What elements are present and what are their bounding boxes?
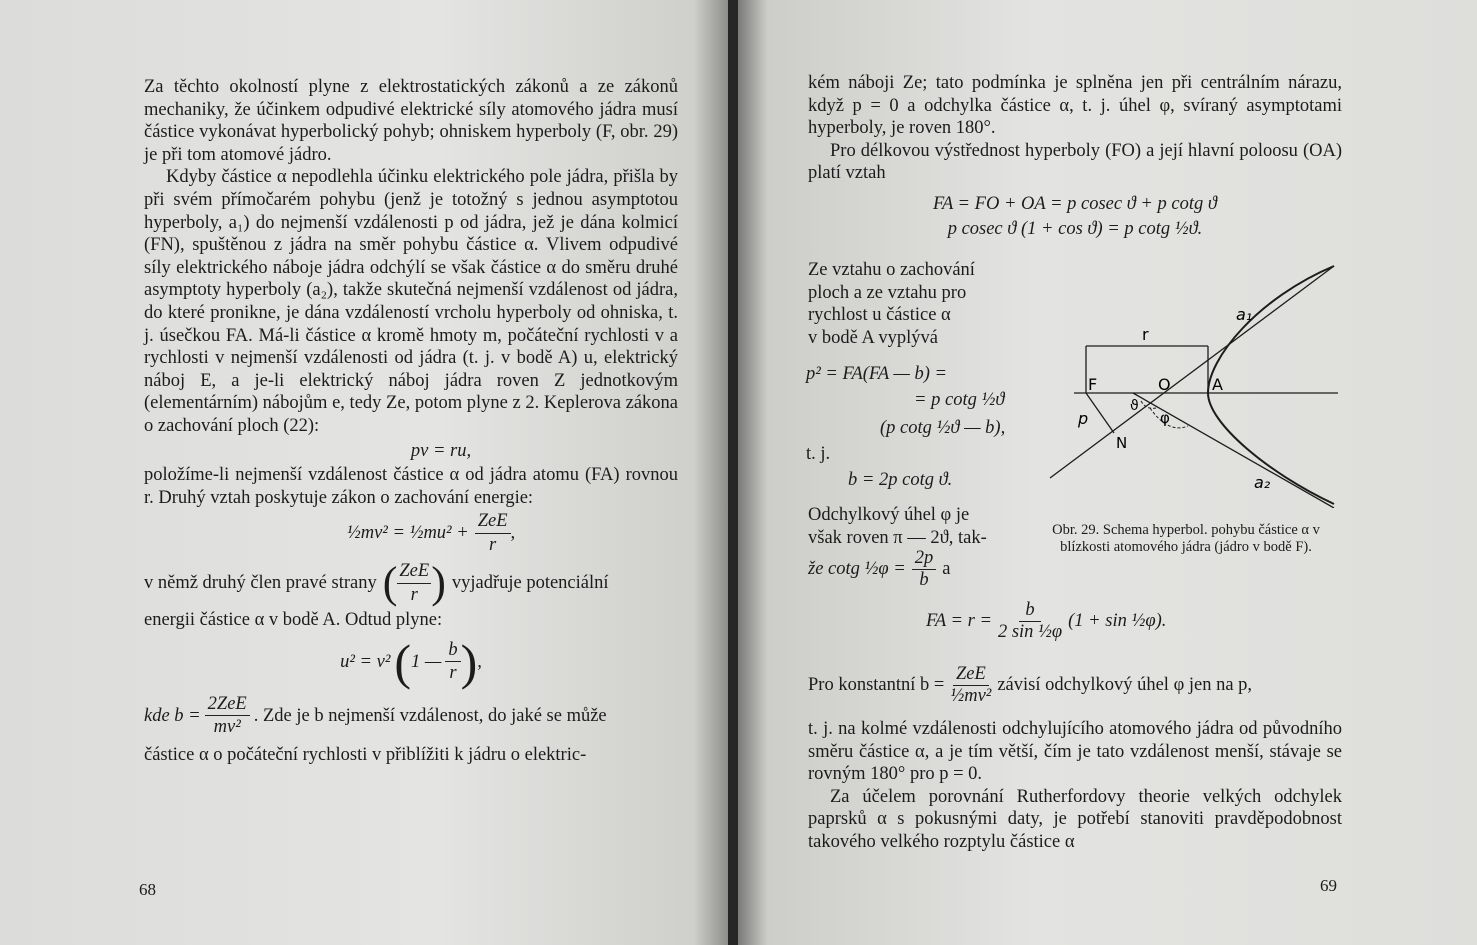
label-a2: a₂ (1254, 473, 1271, 492)
right-page (738, 0, 1477, 945)
side-line: v bodě A vyplývá (808, 327, 939, 348)
paragraph: Za účelem porovnání Rutherfordovy theorie velkých odchylek paprsků α s pokusnými daty, je potřebí stanoviti pravděpodobnost takového velkého rozptylu částice α (808, 786, 1342, 852)
equation-tail: (1 + sin ½φ). (1068, 611, 1167, 631)
paragraph: kém náboji Ze; tato podmínka je splněna jen při centrálním nárazu, když p = 0 a odchylka částice α, t. j. úhel φ, svíraný asymptotami hyperboly, je roven 180°. (808, 73, 1342, 139)
paragraph: Pro délkovou výstřednost hyperboly (FO) a její hlavní poloosu (OA) platí vztah (808, 140, 1342, 184)
left-page-body (144, 76, 678, 766)
asymptote-a1 (1050, 266, 1334, 478)
paragraph-potencial (144, 557, 678, 609)
konst-line (808, 664, 1342, 707)
equation-fa2: p cosec ϑ (1 + cos ϑ) = p cotg ½ϑ. (947, 218, 1203, 239)
fraction-numerator: ZeE (397, 560, 431, 584)
figure-caption: Obr. 29. Schema hyperbol. pohybu částice α v blízkosti atomového jádra (jádro v bodě F). (1052, 522, 1320, 555)
fraction-denominator: r (449, 663, 457, 684)
paragraph: t. j. na kolmé vzdálenosti odchylujícího atomového jádra od původního směru částice α, a je tím větší, čím je tato vzdálenost menší, stávaje se rovným 180° pro p = 0. (808, 719, 1342, 785)
fraction-numerator: b (1019, 600, 1040, 622)
text-run: kde b = (144, 705, 201, 726)
equation-cotg (808, 548, 950, 591)
equation-inner: 1 — (411, 651, 442, 672)
text-run: v němž druhý člen pravé strany (144, 572, 377, 593)
fraction-denominator: ½mv² (950, 686, 992, 706)
text-run: závisí odchylkový úhel φ jen na p, (997, 675, 1253, 695)
odch-line1: Odchylkový úhel φ je (808, 505, 970, 525)
label-A: A (1212, 375, 1223, 394)
equation-lhs: u² = v² (340, 651, 391, 672)
fraction-denominator: r (410, 584, 418, 605)
equation-energie: ½mv² = ½mu² + ZeE r , (346, 511, 516, 555)
fraction-numerator: b (445, 639, 460, 663)
side-line: ploch a ze vztahu pro (808, 282, 967, 303)
hyperbola-branch (1208, 266, 1334, 504)
label-r: r (1142, 325, 1149, 344)
text-run: . Zde je b nejmenší vzdálenost, do jaké se může (253, 705, 607, 726)
fraction (998, 600, 1062, 643)
label-O: O (1158, 375, 1171, 394)
fraction-denominator: r (489, 534, 497, 555)
perpendicular-fn (1086, 393, 1114, 433)
label-theta: ϑ (1130, 398, 1139, 414)
fraction (397, 560, 431, 606)
equation-p2-line2: = p cotg ½ϑ (914, 390, 1005, 410)
paragraph: energii částice α v bodě A. Odtud plyne: (144, 610, 443, 631)
equation-p2-line3: (p cotg ½ϑ — b), (880, 418, 1006, 438)
page-number: 68 (139, 880, 156, 899)
fraction (912, 548, 937, 591)
equation-lhs: FA = r = (926, 611, 992, 631)
side-line: Ze vztahu o zachování (808, 260, 975, 280)
fraction-denominator: 2 sin ½φ (997, 622, 1063, 642)
label-p: p (1078, 409, 1089, 428)
fraction-numerator: 2ZeE (205, 693, 250, 717)
paragraph: Kdyby částice α nepodlehla účinku elektrického pole jádra, přišla by při svém přímočarém pohybu (jenž je totožný s jednou asymptotou hyperboly, a₁) do nejmenší vzdálenosti p od jádra, jež je dána kolmicí (FN), spuštěnou z jádra na směr pohybu částice α. Vlivem odpudivé síly elektrického náboje jádra odchýlí se však částice α do směru druhé asymptoty hyperboly (a₂), takže skutečná nejmenší vzdálenost od jádra, do které pronikne, je dána vzdáleností vrcholu hyperboly od ohniska, t. j. úsečkou FA. Má-li částice α kromě hmoty m, počáteční rychlosti v a rychlosti v nejmenší vzdálenosti od jádra (t. j. v bodě A) u, elektrický náboj E, a je-li elektrický náboj jádra roven Z jednotkovým (elementárním) nábojům e, tedy Ze, potom plyne z 2. Keplerova zákona o zachování ploch (22): (144, 167, 678, 436)
paragraph: položíme-li nejmenší vzdálenost částice α od jádra atomu (FA) rovnou r. Druhý vztah poskytuje zákon o zachování energie: (144, 465, 678, 508)
right-page-bottom (808, 718, 1342, 854)
label-a1: a₁ (1236, 305, 1253, 324)
label-phi: φ (1160, 409, 1170, 427)
bracketed-fraction: ( ZeE r ) (382, 558, 446, 608)
equation-lhs: že cotg ½φ = (808, 559, 906, 579)
text-run: Pro konstantní b = (808, 675, 945, 695)
left-page (0, 0, 730, 945)
fraction-numerator: ZeE (475, 510, 511, 534)
kde-line (144, 692, 678, 740)
right-page-top (808, 72, 1342, 242)
side-line: rychlost u částice α (808, 305, 951, 326)
text-run: a (942, 559, 951, 579)
equation-lhs: ½mv² = ½mu² + (346, 522, 469, 543)
equation-ploch: pv = ru, (410, 440, 472, 461)
equation-p2-line1: p² = FA(FA — b) = (806, 364, 948, 384)
equation-b: b = 2p cotg ϑ. (848, 470, 953, 490)
equation-u2: u² = v² ( 1 — $\frac{b}{r}$ ) , (340, 633, 482, 690)
fraction (445, 639, 460, 685)
fraction (475, 510, 511, 556)
fraction (950, 664, 991, 707)
paragraph: Za těchto okolností plyne z elektrostatických zákonů a ze zákonů mechaniky, že účinkem odpudivé elektrické síly atomového jádra musí částice vykonávat hyperbolický pohyb; ohniskem hyperboly (F, obr. 29) je při tom atomové jádro. (144, 77, 678, 165)
page-number: 69 (1320, 876, 1337, 895)
fraction-numerator: 2p (912, 548, 937, 570)
paragraph: částice α o počáteční rychlosti v přiblížiti k jádru o elektric- (144, 744, 587, 765)
hyperbola-figure (1038, 258, 1348, 508)
fraction-denominator: mv² (213, 717, 241, 738)
fraction-denominator: b (919, 570, 929, 590)
equation-fa-r (926, 600, 1166, 643)
label-N: N (1116, 434, 1128, 452)
text-run: vyjadřuje potenciální (451, 572, 609, 593)
side-text (808, 259, 1028, 349)
fraction-numerator: ZeE (953, 664, 989, 686)
fraction (205, 693, 250, 739)
label-F: F (1088, 375, 1098, 394)
equation-fa1: FA = FO + OA = p cosec ϑ + p cotg ϑ (933, 193, 1217, 214)
tj-label: t. j. (806, 444, 831, 464)
odch-line2: však roven π — 2ϑ, tak- (808, 528, 987, 548)
